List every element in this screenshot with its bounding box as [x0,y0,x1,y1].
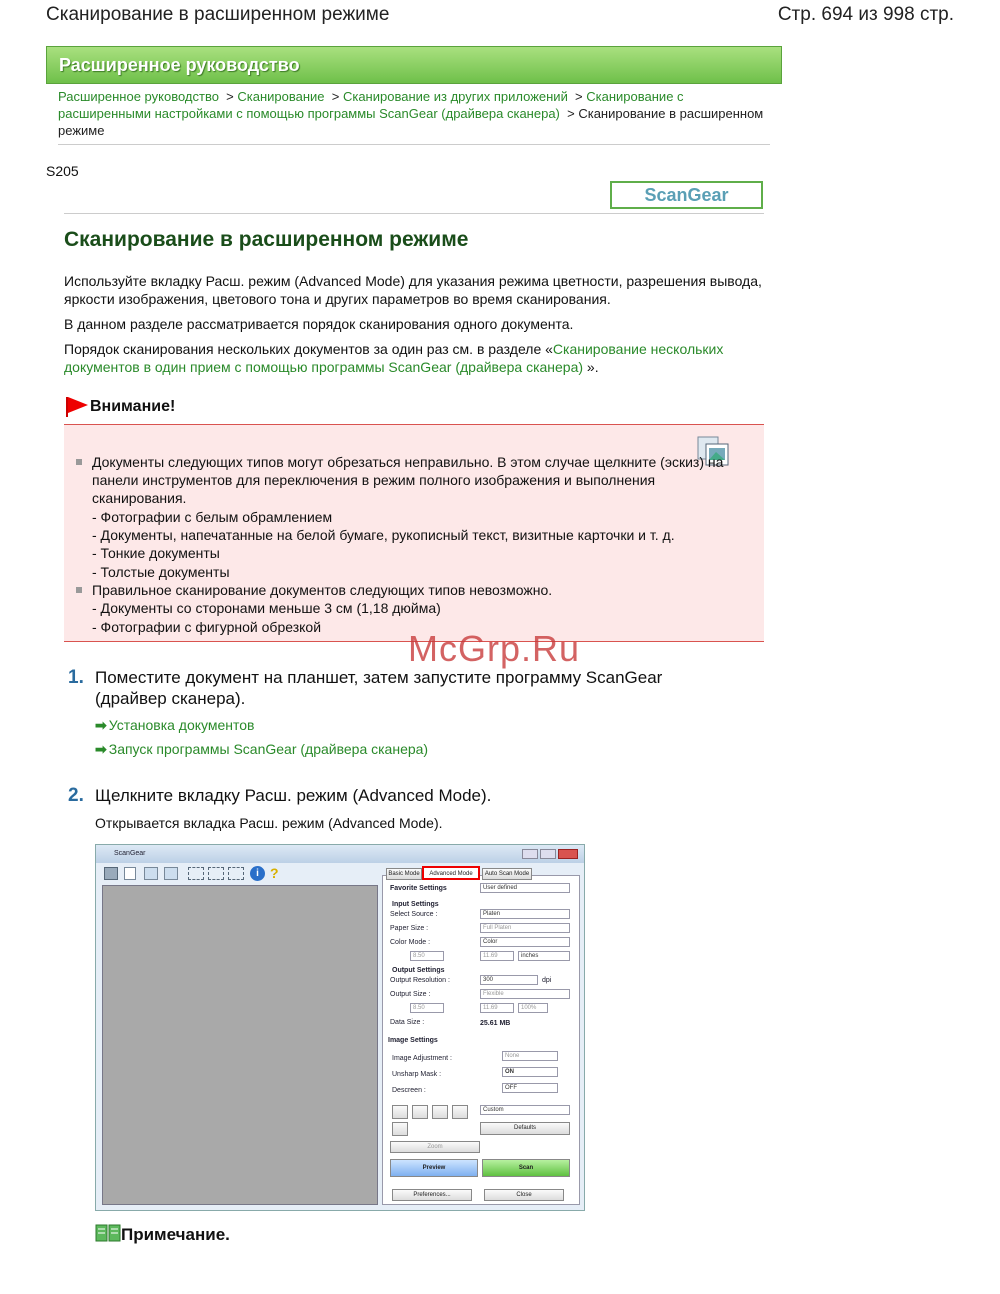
preview-area[interactable] [102,885,378,1205]
zoom-button[interactable]: Zoom [390,1141,480,1153]
select-source-label: Select Source : [390,911,438,918]
divider [58,144,770,145]
minimize-icon[interactable] [522,849,538,859]
toolbar [102,865,282,883]
breadcrumb-link[interactable]: Сканирование с расширенными настройками с помощью программы ScanGear (драйвера сканера) [58,89,684,121]
threshold-icon[interactable] [392,1122,408,1136]
step-number: 1. [68,667,84,688]
scan-button[interactable]: Scan [482,1159,570,1177]
page-counter: Стр. 694 из 998 стр. [777,4,954,25]
doc-code: S205 [46,163,79,179]
arrow-right-icon: ➡ [95,717,107,733]
step-text: Щелкните вкладку Расш. режим (Advanced Mode). [95,786,492,805]
data-size-label: Data Size : [390,1019,425,1026]
input-settings-heading: Input Settings [392,901,439,908]
close-button[interactable]: Close [484,1189,564,1201]
tone-curve-icon[interactable] [452,1105,468,1119]
bullet [76,587,82,593]
page-title: Сканирование в расширенном режиме [64,228,469,251]
warning-subitem: - Фотографии с белым обрамлением [92,509,333,525]
tab-advanced-mode[interactable]: Advanced Mode [422,866,480,880]
output-size-label: Output Size : [390,991,431,998]
select-all-icon[interactable] [188,867,204,880]
preset-select[interactable]: Custom [480,1105,570,1115]
intro-paragraph: Используйте вкладку Расш. режим (Advanced Mode) для указания режима цветности, разрешения вывода, яркости изображения, цветового тона и других параметров во время сканирования. [64,273,762,307]
unit-select[interactable]: inches [518,951,570,961]
histogram-icon[interactable] [432,1105,448,1119]
intro-paragraph: В данном разделе рассматривается порядок сканирования одного документа. [64,316,574,332]
image-settings-heading: Image Settings [388,1037,438,1044]
info-icon[interactable]: i [250,866,265,881]
window-title: ScanGear [114,850,146,857]
warning-subitem: - Тонкие документы [92,545,220,561]
warning-title-text: Внимание! [90,398,176,415]
brightness-icon[interactable] [412,1105,428,1119]
select-source-select[interactable]: Platen [480,909,570,919]
warning-title [64,398,175,416]
close-icon[interactable] [558,849,578,859]
help-icon[interactable]: ? [270,865,279,881]
watermark: McGrp.Ru [408,628,581,669]
paper-size-select[interactable]: Full Platen [480,923,570,933]
note-text: Примечание. [121,1225,230,1244]
color-adjust-icon[interactable] [392,1105,408,1119]
output-height-field[interactable]: 11.69 [480,1003,514,1013]
warning-subitem: - Документы, напечатанные на белой бумаге, рукописный текст, визитные карточки и т. д. [92,527,675,543]
favorite-label: Favorite Settings [390,885,447,892]
intro-text: Порядок сканирования нескольких документов за один раз см. в разделе « [64,341,553,357]
breadcrumb: Расширенное руководство > Сканирование > Сканирование из других приложений > Сканирование с расширенными настройками с помощью программы ScanGear (драйвера сканера) > Сканирование в расширенном режиме [58,89,764,138]
tab-basic-mode[interactable]: Basic Mode [386,868,422,880]
descreen-select[interactable]: OFF [502,1083,558,1093]
crop-icon[interactable] [144,867,158,880]
output-res-label: Output Resolution : [390,977,450,984]
intro-text-end: ». [583,359,599,375]
tab-auto-scan-mode[interactable]: Auto Scan Mode [482,868,532,880]
output-size-select[interactable]: Flexible [480,989,570,999]
maximize-icon[interactable] [540,849,556,859]
breadcrumb-current: Сканирование в расширенном режиме [58,106,764,138]
breadcrumb-link[interactable]: Сканирование из других приложений [342,89,568,104]
input-height-field[interactable]: 11.69 [480,951,514,961]
favorite-select[interactable]: User defined [480,883,570,893]
input-width-field[interactable]: 8.50 [410,951,444,961]
warning-subitem: - Документы со сторонами меньше 3 см (1,18 дюйма) [92,600,441,616]
warning-item: Правильное сканирование документов следующих типов невозможно. [92,582,553,598]
multi-scan-link[interactable]: Сканирование нескольких документов в один прием с помощью программы ScanGear (драйвера сканера) [64,341,724,375]
select-icon[interactable] [208,867,224,880]
color-mode-select[interactable]: Color [480,937,570,947]
start-scangear-link[interactable]: Запуск программы ScanGear (драйвера сканера) [108,741,429,757]
color-mode-label: Color Mode : [390,939,431,946]
warning-box [64,424,764,642]
divider [64,213,764,214]
paper-size-label: Paper Size : [390,925,429,932]
scangear-screenshot [95,844,585,1211]
step-subtext: Открывается вкладка Расш. режим (Advanced Mode). [95,815,443,831]
window-titlebar [96,845,584,863]
step-text: Поместите документ на планшет, затем запустите программу ScanGear (драйвер сканера). [95,668,663,708]
set-document-link[interactable]: Установка документов [108,717,255,733]
unsharp-label: Unsharp Mask : [392,1071,442,1078]
bullet [76,459,82,465]
note-heading [95,1224,230,1245]
output-settings-heading: Output Settings [392,967,445,974]
warning-subitem: - Толстые документы [92,564,230,580]
banner-text: Расширенное руководство [59,55,300,75]
thumbnail-icon[interactable] [104,867,118,880]
grid-icon[interactable] [228,867,244,880]
crop-icon[interactable] [164,867,178,880]
descreen-label: Descreen : [392,1087,426,1094]
preview-button[interactable]: Preview [390,1159,478,1177]
output-width-field[interactable]: 8.50 [410,1003,444,1013]
scangear-logo: ScanGear [610,181,763,209]
defaults-button[interactable]: Defaults [480,1122,570,1135]
scale-field[interactable]: 100% [518,1003,548,1013]
step-link[interactable] [95,741,428,758]
book-icon [95,1224,121,1242]
image-adjustment-label: Image Adjustment : [392,1055,452,1062]
image-adjustment-select[interactable]: None [502,1051,558,1061]
data-size-value: 25.61 MB [480,1020,511,1027]
output-res-select[interactable]: 300 [480,975,538,985]
breadcrumb-link[interactable]: Сканирование [237,89,325,104]
unsharp-select[interactable]: ON [502,1067,558,1077]
header-title: Сканирование в расширенном режиме [46,4,390,25]
step-link[interactable] [95,717,255,734]
preferences-button[interactable]: Preferences... [392,1189,472,1201]
warning-subitem: - Фотографии с фигурной обрезкой [92,619,322,635]
intro-paragraph [64,340,774,376]
step-number: 2. [68,785,84,806]
dpi-label: dpi [542,977,552,984]
page-icon[interactable] [124,867,136,880]
breadcrumb-link[interactable]: Расширенное руководство [58,89,219,104]
warning-item: Документы следующих типов могут обрезаться неправильно. В этом случае щелкните (эскиз) на панели инструментов для переключения в режим полного изображения и выполнения сканирования. [92,454,724,506]
section-banner [46,46,782,84]
arrow-right-icon: ➡ [95,741,107,757]
